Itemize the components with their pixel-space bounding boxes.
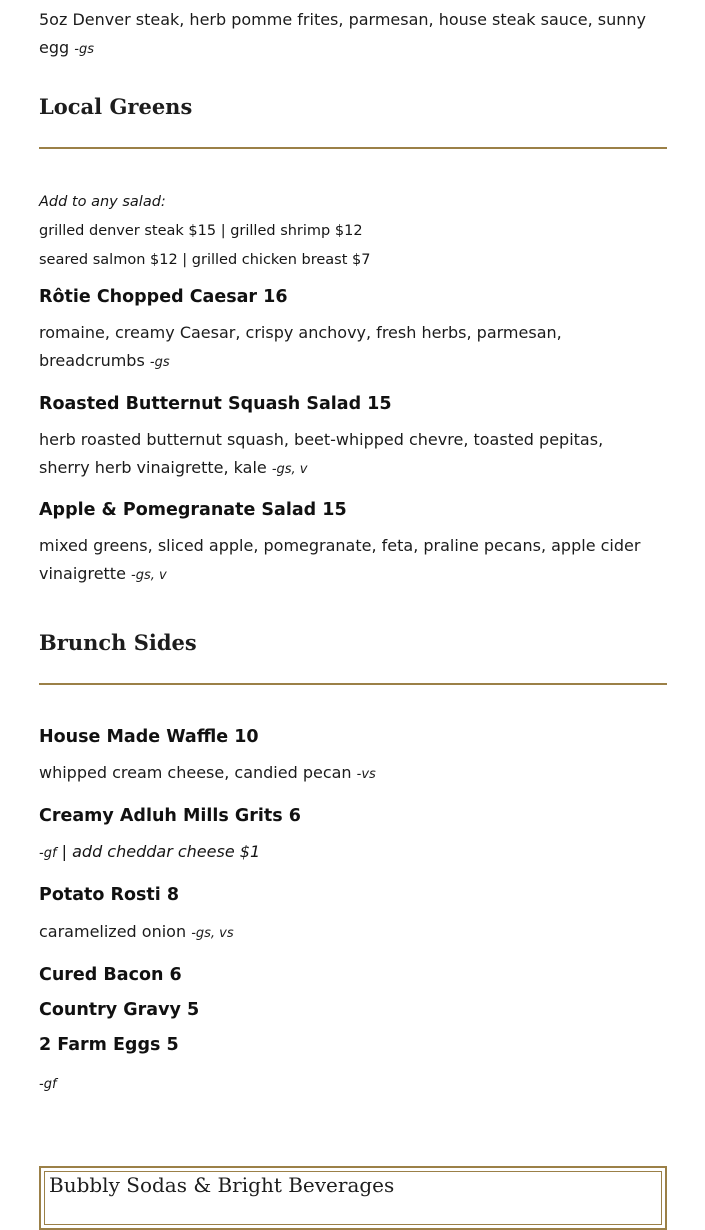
section-divider — [39, 147, 667, 149]
diet-tag: -vs — [356, 767, 376, 782]
menu-item-title: Cured Bacon 6 — [39, 965, 182, 985]
addon-line: seared salmon $12 | grilled chicken breast $7 — [39, 252, 371, 268]
menu-item-description: mixed greens, sliced apple, pomegranate, feta, praline pecans, apple cider vinaigrette -gs, v — [39, 536, 641, 583]
menu-item-description — [39, 1073, 57, 1092]
diet-tag: -gs — [74, 41, 94, 57]
diet-tag: -gs, v — [131, 567, 167, 583]
menu-item-title: Creamy Adluh Mills Grits 6 — [39, 806, 301, 826]
diet-tag: -gs, vs — [191, 926, 234, 941]
section-title-beverages: Bubbly Sodas & Bright Beverages — [49, 1173, 395, 1197]
diet-tag: -gs — [149, 354, 170, 370]
menu-item-title: Potato Rosti 8 — [39, 885, 180, 905]
menu-item-title: 2 Farm Eggs 5 — [39, 1035, 179, 1055]
menu-item-title: Rôtie Chopped Caesar 16 — [39, 287, 288, 307]
menu-item-title: Apple & Pomegranate Salad 15 — [39, 500, 347, 520]
diet-tag: -gs, v — [271, 461, 308, 477]
menu-item-description: whipped cream cheese, candied pecan -vs — [39, 763, 376, 782]
section-title-local-greens: Local Greens — [39, 94, 193, 119]
addons-heading: Add to any salad: — [39, 194, 166, 210]
intro-description: 5oz Denver steak, herb pomme frites, parmesan, house steak sauce, sunny egg -gs — [39, 10, 646, 57]
menu-item-description: -gf | add cheddar cheese $1 — [39, 842, 261, 861]
menu-item-title: House Made Waffle 10 — [39, 727, 259, 747]
addon-line: grilled denver steak $15 | grilled shrimp $12 — [39, 223, 363, 239]
menu-item-description: herb roasted butternut squash, beet-whipped chevre, toasted pepitas, sherry herb vinaigrette, kale -gs, v — [39, 430, 604, 477]
section-divider — [39, 683, 667, 685]
menu-item-title: Country Gravy 5 — [39, 1000, 200, 1020]
menu-item-description: romaine, creamy Caesar, crispy anchovy, fresh herbs, parmesan, breadcrumbs -gs — [39, 323, 562, 370]
menu-item-description: caramelized onion -gs, vs — [39, 922, 234, 941]
diet-tag: -gf — [39, 846, 57, 861]
beverages-section-box — [39, 1166, 667, 1230]
section-title-brunch-sides: Brunch Sides — [39, 630, 197, 655]
diet-tag: -gf — [39, 1077, 57, 1092]
menu-item-title: Roasted Butternut Squash Salad 15 — [39, 394, 392, 414]
